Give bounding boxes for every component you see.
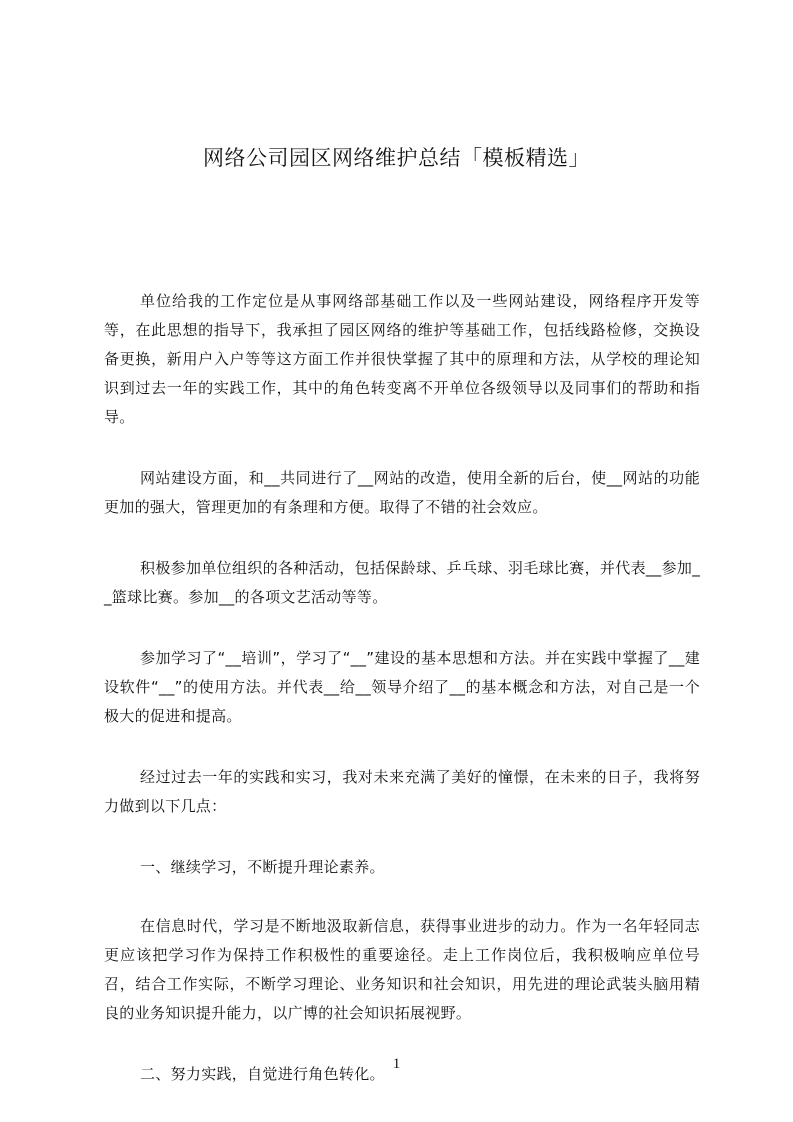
- paragraph-activities: 积极参加单位组织的各种活动，包括保龄球、乒乓球、羽毛球比赛，并代表__参加__篮球比赛。参加__的各项文艺活动等等。: [104, 559, 700, 606]
- paragraph-future-outlook: 经过过去一年的实践和实习，我对未来充满了美好的憧憬，在未来的日子，我将努力做到以下几点：: [104, 768, 700, 815]
- page-number: 1: [392, 1056, 401, 1072]
- section-heading-continue-learning: 一、继续学习，不断提升理论素养。: [140, 858, 385, 876]
- section-heading-practice: 二、努力实践，自觉进行角色转化。: [140, 1065, 385, 1083]
- paragraph-training: 参加学习了“__培训”，学习了“__”建设的基本思想和方法。并在实践中掌握了__建设软件“__”的使用方法。并代表__给__领导介绍了__的基本概念和方法，对自己是一个极大的促进和提高。: [104, 649, 700, 725]
- paragraph-information-age: 在信息时代，学习是不断地汲取新信息，获得事业进步的动力。作为一名年轻同志更应该把学习作为保持工作积极性的重要途径。走上工作岗位后，我积极响应单位号召，结合工作实际，不断学习理论、业务知识和社会知识，用先进的理论武装头脑用精良的业务知识提升能力，以广博的社会知识拓展视野。: [104, 917, 700, 1022]
- document-body: [104, 287, 700, 1119]
- paragraph-job-role: 单位给我的工作定位是从事网络部基础工作以及一些网站建设，网络程序开发等等，在此思想的指导下，我承担了园区网络的维护等基础工作，包括线路检修，交换设备更换，新用户入户等等这方面工作并很快掌握了其中的原理和方法，从学校的理论知识到过去一年的实践工作，其中的角色转变离不开单位各级领导以及同事们的帮助和指导。: [104, 292, 700, 426]
- paragraph-website-building: 网站建设方面，和__共同进行了__网站的改造，使用全新的后台，使__网站的功能更加的强大，管理更加的有条理和方便。取得了不错的社会效应。: [104, 469, 700, 516]
- document-title: 网络公司园区网络维护总结「模板精选」: [203, 146, 590, 170]
